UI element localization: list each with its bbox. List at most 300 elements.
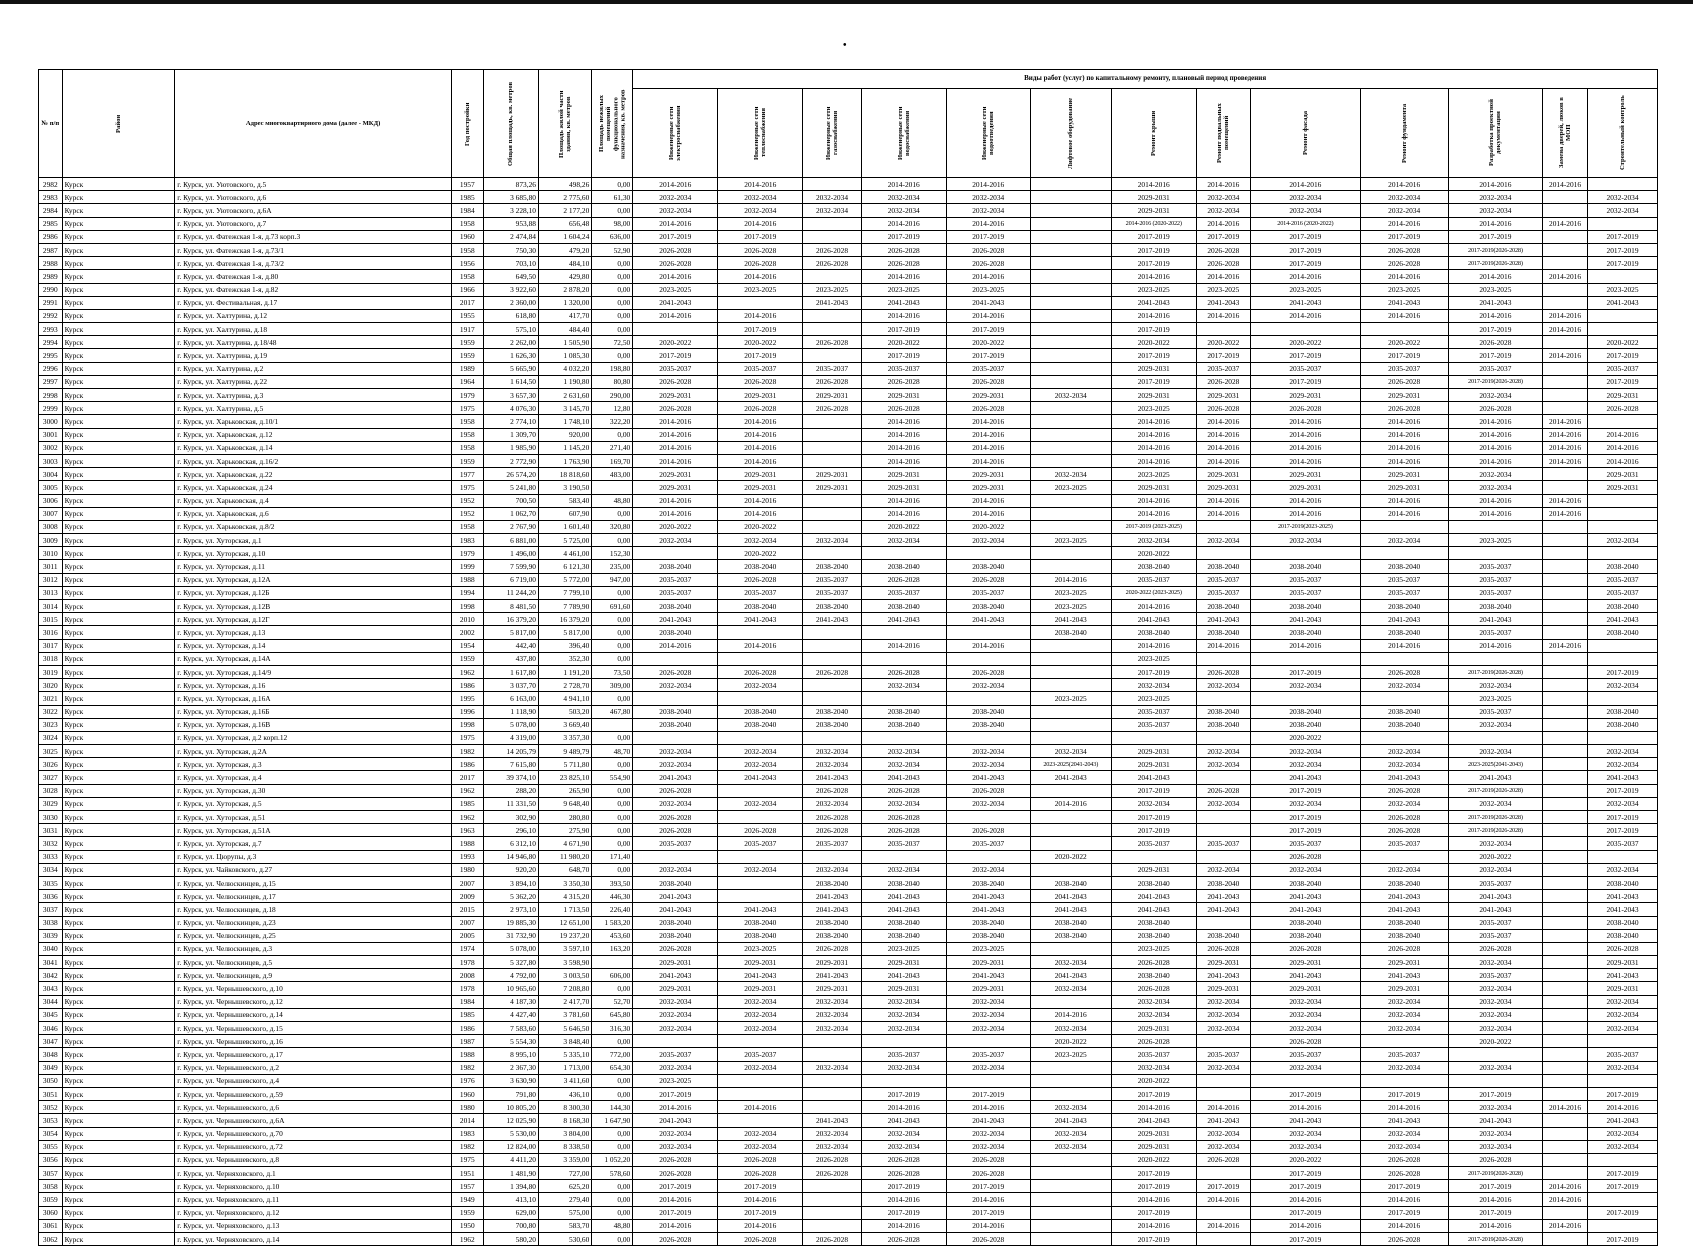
row-work-period: 2014-2016 bbox=[718, 494, 803, 507]
row-living-area: 575,00 bbox=[538, 1206, 591, 1219]
row-work-period: 2014-2016 bbox=[1251, 639, 1361, 652]
row-work-period: 2038-2040 bbox=[946, 876, 1030, 889]
row-work-period: 2032-2034 bbox=[1251, 1061, 1361, 1074]
row-work-period: 2038-2040 bbox=[861, 929, 946, 942]
row-work-period: 2017-2019 bbox=[1588, 824, 1658, 837]
row-work-period: 2014-2016 bbox=[1543, 309, 1588, 322]
row-work-period bbox=[1543, 296, 1588, 309]
row-work-period: 2017-2019 bbox=[861, 349, 946, 362]
row-work-period: 2038-2040 bbox=[1588, 929, 1658, 942]
row-year: 1982 bbox=[451, 1061, 483, 1074]
row-number: 3006 bbox=[39, 494, 63, 507]
row-total-area: 873,26 bbox=[483, 178, 538, 191]
row-work-period: 2032-2034 bbox=[1588, 995, 1658, 1008]
row-nonresidential-area: 0,00 bbox=[592, 626, 633, 639]
row-work-period: 2032-2034 bbox=[1196, 1061, 1250, 1074]
row-year: 1982 bbox=[451, 1140, 483, 1153]
row-number: 3020 bbox=[39, 679, 63, 692]
row-year: 1975 bbox=[451, 1153, 483, 1166]
row-work-period: 2032-2034 bbox=[946, 863, 1030, 876]
row-work-period: 2014-2016 bbox=[1111, 600, 1196, 613]
row-district: Курск bbox=[62, 243, 175, 256]
row-living-area: 479,20 bbox=[538, 243, 591, 256]
row-work-period: 2017-2019 bbox=[1448, 1206, 1542, 1219]
row-work-period: 2017-2019 bbox=[718, 323, 803, 336]
row-number: 2996 bbox=[39, 362, 63, 375]
row-living-area: 4 032,20 bbox=[538, 362, 591, 375]
row-district: Курск bbox=[62, 956, 175, 969]
header-address: Адрес многоквартирного дома (далее - МКД) bbox=[175, 70, 452, 178]
row-work-period: 2038-2040 bbox=[803, 600, 861, 613]
row-total-area: 575,10 bbox=[483, 323, 538, 336]
table-row bbox=[39, 560, 1658, 573]
row-number: 2982 bbox=[39, 178, 63, 191]
row-work-period: 2026-2028 bbox=[633, 243, 718, 256]
row-nonresidential-area: 72,50 bbox=[592, 336, 633, 349]
row-work-period: 2014-2016 bbox=[1543, 1193, 1588, 1206]
row-work-period: 2041-2043 bbox=[718, 613, 803, 626]
row-work-period: 2032-2034 bbox=[946, 679, 1030, 692]
row-work-period: 2032-2034 bbox=[803, 1061, 861, 1074]
row-total-area: 4 427,40 bbox=[483, 1008, 538, 1021]
row-number: 2995 bbox=[39, 349, 63, 362]
row-work-period: 2038-2040 bbox=[1111, 929, 1196, 942]
row-work-period: 2014-2016 bbox=[861, 428, 946, 441]
header-nonresidential-area: Площадь нежилых помещений функционального назначения, кв. метров bbox=[592, 70, 633, 178]
row-year: 2009 bbox=[451, 890, 483, 903]
row-number: 3019 bbox=[39, 665, 63, 678]
row-work-period: 2032-2034 bbox=[1588, 1127, 1658, 1140]
row-work-period: 2032-2034 bbox=[1360, 204, 1448, 217]
row-work-period bbox=[1543, 679, 1588, 692]
row-nonresidential-area: 169,70 bbox=[592, 454, 633, 467]
row-work-period: 2026-2028 bbox=[1448, 1153, 1542, 1166]
row-work-period: 2041-2043 bbox=[861, 771, 946, 784]
row-work-period: 2017-2019 bbox=[1251, 257, 1361, 270]
row-total-area: 649,50 bbox=[483, 270, 538, 283]
row-work-period: 2032-2034 bbox=[1588, 745, 1658, 758]
row-year: 1987 bbox=[451, 1035, 483, 1048]
row-year: 1985 bbox=[451, 191, 483, 204]
row-nonresidential-area: 0,00 bbox=[592, 1087, 633, 1100]
table-row bbox=[39, 257, 1658, 270]
row-work-period bbox=[1588, 1153, 1658, 1166]
row-district: Курск bbox=[62, 178, 175, 191]
row-work-period: 2017-2019(2026-2028) bbox=[1448, 257, 1542, 270]
row-nonresidential-area: 0,00 bbox=[592, 731, 633, 744]
row-work-period: 2035-2037 bbox=[1448, 573, 1542, 586]
row-work-period: 2017-2019 (2023-2025) bbox=[1111, 520, 1196, 533]
row-work-period: 2014-2016 bbox=[718, 415, 803, 428]
row-work-period: 2035-2037 bbox=[1448, 560, 1542, 573]
row-work-period: 2032-2034 bbox=[803, 1022, 861, 1035]
row-work-period: 2035-2037 bbox=[1251, 586, 1361, 599]
row-total-area: 1 496,00 bbox=[483, 547, 538, 560]
table-row bbox=[39, 1061, 1658, 1074]
row-work-period: 2041-2043 bbox=[1588, 296, 1658, 309]
row-work-period: 2023-2025 bbox=[1030, 534, 1111, 547]
row-work-period: 2041-2043 bbox=[1448, 613, 1542, 626]
row-work-period: 2032-2034 bbox=[1360, 758, 1448, 771]
row-work-period: 2032-2034 bbox=[718, 1061, 803, 1074]
row-work-period: 2026-2028 bbox=[633, 375, 718, 388]
row-work-period: 2041-2043 bbox=[1251, 613, 1361, 626]
row-district: Курск bbox=[62, 1008, 175, 1021]
row-address: г. Курск, ул. Хуторская, д.14А bbox=[175, 652, 452, 665]
row-work-period bbox=[861, 1035, 946, 1048]
row-address: г. Курск, ул. Чайковского, д.27 bbox=[175, 863, 452, 876]
row-address: г. Курск, ул. Цюрупы, д.3 bbox=[175, 850, 452, 863]
row-total-area: 2 774,10 bbox=[483, 415, 538, 428]
row-address: г. Курск, ул. Чернышевского, д.8 bbox=[175, 1153, 452, 1166]
row-work-period bbox=[1030, 1233, 1111, 1246]
row-work-period: 2032-2034 bbox=[633, 1008, 718, 1021]
row-work-period: 2035-2037 bbox=[803, 362, 861, 375]
row-work-period: 2017-2019 bbox=[1588, 243, 1658, 256]
row-work-period: 2014-2016 bbox=[1196, 1219, 1250, 1232]
row-year: 2007 bbox=[451, 916, 483, 929]
row-total-area: 5 078,00 bbox=[483, 718, 538, 731]
row-work-period: 2032-2034 bbox=[1448, 1022, 1542, 1035]
row-living-area: 498,26 bbox=[538, 178, 591, 191]
row-work-period: 2020-2022 bbox=[861, 520, 946, 533]
row-work-period bbox=[1543, 824, 1588, 837]
row-district: Курск bbox=[62, 811, 175, 824]
row-work-period: 2020-2022 bbox=[1251, 1153, 1361, 1166]
row-living-area: 1 601,40 bbox=[538, 520, 591, 533]
row-number: 3022 bbox=[39, 705, 63, 718]
row-work-period: 2014-2016 bbox=[1543, 1101, 1588, 1114]
row-nonresidential-area: 320,80 bbox=[592, 520, 633, 533]
row-work-period bbox=[1030, 402, 1111, 415]
row-work-period bbox=[1196, 850, 1250, 863]
row-work-period: 2032-2034 bbox=[1030, 745, 1111, 758]
row-work-period: 2026-2028 bbox=[946, 1233, 1030, 1246]
row-work-period: 2038-2040 bbox=[1251, 626, 1361, 639]
row-work-period: 2032-2034 bbox=[1251, 1127, 1361, 1140]
row-work-period bbox=[1196, 1035, 1250, 1048]
row-work-period: 2014-2016 bbox=[1111, 415, 1196, 428]
row-work-period: 2026-2028 bbox=[633, 811, 718, 824]
row-work-period: 2017-2019 bbox=[1111, 349, 1196, 362]
row-total-area: 413,10 bbox=[483, 1193, 538, 1206]
row-living-area: 265,90 bbox=[538, 784, 591, 797]
row-year: 1985 bbox=[451, 797, 483, 810]
row-living-area: 429,80 bbox=[538, 270, 591, 283]
row-number: 3047 bbox=[39, 1035, 63, 1048]
row-work-period: 2032-2034 bbox=[1448, 204, 1542, 217]
row-work-period: 2035-2037 bbox=[1196, 573, 1250, 586]
row-address: г. Курск, ул. Чернышевского, д.59 bbox=[175, 1087, 452, 1100]
row-work-period: 2014-2016 bbox=[1196, 454, 1250, 467]
row-work-period: 2014-2016 bbox=[1360, 1193, 1448, 1206]
row-work-period: 2029-2031 bbox=[1111, 758, 1196, 771]
row-work-period bbox=[1543, 626, 1588, 639]
row-work-period: 2026-2028 bbox=[946, 243, 1030, 256]
row-work-period: 2014-2016 bbox=[1588, 441, 1658, 454]
row-work-period: 2029-2031 bbox=[1111, 389, 1196, 402]
table-row bbox=[39, 547, 1658, 560]
row-address: г. Курск, ул. Харьковская, д.24 bbox=[175, 481, 452, 494]
row-work-period bbox=[718, 850, 803, 863]
row-work-period: 2029-2031 bbox=[1251, 982, 1361, 995]
row-district: Курск bbox=[62, 639, 175, 652]
row-work-period: 2026-2028 bbox=[861, 665, 946, 678]
row-work-period bbox=[1111, 731, 1196, 744]
table-row bbox=[39, 1233, 1658, 1246]
table-row bbox=[39, 876, 1658, 889]
row-work-period: 2032-2034 bbox=[861, 1127, 946, 1140]
row-work-period: 2041-2043 bbox=[1588, 613, 1658, 626]
row-work-period: 2014-2016 bbox=[633, 639, 718, 652]
row-total-area: 2 474,84 bbox=[483, 230, 538, 243]
row-work-period: 2014-2016 bbox=[1251, 507, 1361, 520]
header-total-area: Общая площадь, кв. метров bbox=[483, 70, 538, 178]
row-year: 2005 bbox=[451, 929, 483, 942]
row-work-period: 2014-2016 bbox=[1543, 494, 1588, 507]
row-work-period: 2017-2019 bbox=[1588, 375, 1658, 388]
row-work-period: 2014-2016 bbox=[1251, 441, 1361, 454]
row-work-period: 2032-2034 bbox=[1196, 204, 1250, 217]
row-work-period: 2014-2016 bbox=[946, 415, 1030, 428]
row-work-period bbox=[1030, 296, 1111, 309]
row-work-period: 2032-2034 bbox=[1030, 1022, 1111, 1035]
row-work-period: 2017-2019 bbox=[1111, 811, 1196, 824]
row-year: 1986 bbox=[451, 758, 483, 771]
row-number: 3036 bbox=[39, 890, 63, 903]
row-work-period bbox=[1196, 824, 1250, 837]
row-work-period bbox=[1543, 204, 1588, 217]
row-work-period: 2038-2040 bbox=[633, 626, 718, 639]
row-work-period: 2014-2016 bbox=[1111, 428, 1196, 441]
row-living-area: 6 121,30 bbox=[538, 560, 591, 573]
row-work-period bbox=[803, 1035, 861, 1048]
row-work-period bbox=[1543, 863, 1588, 876]
row-nonresidential-area: 1 052,20 bbox=[592, 1153, 633, 1166]
row-work-period bbox=[803, 1087, 861, 1100]
row-total-area: 14 205,79 bbox=[483, 745, 538, 758]
header-work-doors: Замена дверей, люков в МОП bbox=[1543, 89, 1588, 178]
row-work-period: 2032-2034 bbox=[1360, 191, 1448, 204]
row-work-period: 2041-2043 bbox=[1448, 890, 1542, 903]
row-work-period bbox=[1543, 837, 1588, 850]
row-number: 3058 bbox=[39, 1180, 63, 1193]
row-work-period: 2041-2043 bbox=[1030, 771, 1111, 784]
row-work-period: 2014-2016 bbox=[946, 428, 1030, 441]
header-work-roof: Ремонт крыши bbox=[1111, 89, 1196, 178]
row-district: Курск bbox=[62, 230, 175, 243]
row-living-area: 1 320,00 bbox=[538, 296, 591, 309]
row-address: г. Курск, ул. Хуторская, д.51А bbox=[175, 824, 452, 837]
row-living-area: 1 190,80 bbox=[538, 375, 591, 388]
row-district: Курск bbox=[62, 1048, 175, 1061]
row-work-period: 2038-2040 bbox=[1360, 626, 1448, 639]
row-work-period: 2026-2028 bbox=[803, 784, 861, 797]
row-district: Курск bbox=[62, 916, 175, 929]
row-work-period bbox=[861, 652, 946, 665]
row-work-period: 2029-2031 bbox=[946, 956, 1030, 969]
row-work-period: 2014-2016 bbox=[1360, 428, 1448, 441]
table-row bbox=[39, 1180, 1658, 1193]
row-nonresidential-area: 0,00 bbox=[592, 428, 633, 441]
row-number: 2993 bbox=[39, 323, 63, 336]
row-work-period: 2035-2037 bbox=[1251, 362, 1361, 375]
table-row bbox=[39, 863, 1658, 876]
row-work-period bbox=[1543, 811, 1588, 824]
row-work-period: 2026-2028 bbox=[633, 257, 718, 270]
row-work-period bbox=[1588, 323, 1658, 336]
row-work-period: 2026-2028 bbox=[1448, 942, 1542, 955]
row-address: г. Курск, ул. Халтурина, д.22 bbox=[175, 375, 452, 388]
row-work-period: 2032-2034 bbox=[803, 1140, 861, 1153]
row-work-period: 2038-2040 bbox=[1588, 705, 1658, 718]
row-work-period: 2026-2028 bbox=[1360, 811, 1448, 824]
row-total-area: 12 025,90 bbox=[483, 1114, 538, 1127]
row-work-period: 2026-2028 bbox=[718, 402, 803, 415]
row-work-period: 2017-2019 bbox=[1588, 349, 1658, 362]
row-work-period: 2029-2031 bbox=[1111, 191, 1196, 204]
row-work-period bbox=[946, 652, 1030, 665]
row-living-area: 4 941,10 bbox=[538, 692, 591, 705]
row-work-period: 2017-2019 bbox=[1251, 1233, 1361, 1246]
row-work-period: 2014-2016 bbox=[1196, 178, 1250, 191]
row-work-period: 2038-2040 bbox=[718, 705, 803, 718]
row-work-period: 2017-2019 bbox=[1251, 1180, 1361, 1193]
row-work-period: 2017-2019 bbox=[633, 349, 718, 362]
row-work-period: 2032-2034 bbox=[1196, 1022, 1250, 1035]
row-work-period: 2029-2031 bbox=[1360, 468, 1448, 481]
row-work-period: 2032-2034 bbox=[633, 1061, 718, 1074]
row-work-period: 2032-2034 bbox=[861, 797, 946, 810]
row-address: г. Курск, ул. Халтурина, д.18/48 bbox=[175, 336, 452, 349]
row-work-period: 2014-2016 bbox=[633, 178, 718, 191]
row-work-period: 2017-2019 bbox=[1448, 230, 1542, 243]
table-row bbox=[39, 705, 1658, 718]
row-work-period: 2017-2019 bbox=[1196, 230, 1250, 243]
row-work-period bbox=[1360, 692, 1448, 705]
row-work-period: 2038-2040 bbox=[946, 916, 1030, 929]
row-work-period bbox=[1030, 336, 1111, 349]
row-living-area: 3 804,00 bbox=[538, 1127, 591, 1140]
row-living-area: 5 772,00 bbox=[538, 573, 591, 586]
row-living-area: 648,70 bbox=[538, 863, 591, 876]
row-district: Курск bbox=[62, 824, 175, 837]
row-work-period: 2026-2028 bbox=[861, 784, 946, 797]
row-work-period: 2017-2019 bbox=[1111, 230, 1196, 243]
row-work-period: 2017-2019 bbox=[1111, 824, 1196, 837]
row-work-period: 2017-2019 bbox=[633, 1087, 718, 1100]
row-number: 3008 bbox=[39, 520, 63, 533]
row-work-period: 2041-2043 bbox=[946, 890, 1030, 903]
row-living-area: 8 300,30 bbox=[538, 1101, 591, 1114]
row-address: г. Курск, ул. Черняховского, д.10 bbox=[175, 1180, 452, 1193]
row-address: г. Курск, ул. Фатежская 1-я, д.82 bbox=[175, 283, 452, 296]
row-address: г. Курск, ул. Халтурина, д.12 bbox=[175, 309, 452, 322]
table-row bbox=[39, 956, 1658, 969]
row-living-area: 3 597,10 bbox=[538, 942, 591, 955]
row-year: 1979 bbox=[451, 547, 483, 560]
row-district: Курск bbox=[62, 692, 175, 705]
row-work-period: 2032-2034 bbox=[1360, 995, 1448, 1008]
row-work-period: 2014-2016 bbox=[861, 454, 946, 467]
row-number: 3041 bbox=[39, 956, 63, 969]
row-year: 1994 bbox=[451, 586, 483, 599]
row-address: г. Курск, ул. Уютовского, д.6А bbox=[175, 204, 452, 217]
row-work-period: 2038-2040 bbox=[803, 916, 861, 929]
row-work-period: 2017-2019 bbox=[1360, 1180, 1448, 1193]
row-work-period: 2029-2031 bbox=[1251, 956, 1361, 969]
row-work-period: 2029-2031 bbox=[803, 468, 861, 481]
row-district: Курск bbox=[62, 494, 175, 507]
row-work-period bbox=[1543, 1022, 1588, 1035]
row-number: 3028 bbox=[39, 784, 63, 797]
row-address: г. Курск, ул. Хуторская, д.10 bbox=[175, 547, 452, 560]
row-work-period bbox=[1543, 1206, 1588, 1219]
row-nonresidential-area: 483,00 bbox=[592, 468, 633, 481]
row-work-period: 2017-2019 bbox=[861, 1180, 946, 1193]
table-row bbox=[39, 1035, 1658, 1048]
header-work-water: Инженерные сети водоснабжения bbox=[861, 89, 946, 178]
row-work-period: 2014-2016 bbox=[1111, 639, 1196, 652]
row-number: 3060 bbox=[39, 1206, 63, 1219]
row-nonresidential-area: 0,00 bbox=[592, 639, 633, 652]
row-work-period bbox=[1588, 639, 1658, 652]
row-total-area: 5 530,00 bbox=[483, 1127, 538, 1140]
row-work-period: 2035-2037 bbox=[803, 573, 861, 586]
row-number: 2997 bbox=[39, 375, 63, 388]
row-work-period: 2017-2019 bbox=[1251, 811, 1361, 824]
row-work-period: 2038-2040 bbox=[1251, 600, 1361, 613]
row-work-period bbox=[803, 415, 861, 428]
row-work-period: 2038-2040 bbox=[633, 916, 718, 929]
row-total-area: 2 772,90 bbox=[483, 454, 538, 467]
row-district: Курск bbox=[62, 257, 175, 270]
row-work-period: 2014-2016 bbox=[1196, 507, 1250, 520]
row-district: Курск bbox=[62, 982, 175, 995]
row-work-period: 2041-2043 bbox=[1448, 903, 1542, 916]
row-work-period: 2014-2016 bbox=[946, 494, 1030, 507]
row-nonresidential-area bbox=[592, 481, 633, 494]
row-work-period: 2029-2031 bbox=[1588, 481, 1658, 494]
row-living-area: 16 379,20 bbox=[538, 613, 591, 626]
table-row bbox=[39, 1008, 1658, 1021]
row-work-period bbox=[1543, 942, 1588, 955]
row-work-period: 2038-2040 bbox=[1030, 916, 1111, 929]
row-work-period: 2029-2031 bbox=[1251, 468, 1361, 481]
row-work-period: 2014-2016 bbox=[1196, 494, 1250, 507]
row-work-period bbox=[1543, 705, 1588, 718]
row-work-period bbox=[1543, 573, 1588, 586]
row-work-period: 2017-2019 bbox=[1111, 323, 1196, 336]
row-work-period: 2026-2028 bbox=[718, 1233, 803, 1246]
row-work-period bbox=[1543, 1087, 1588, 1100]
row-district: Курск bbox=[62, 375, 175, 388]
row-work-period: 2041-2043 bbox=[803, 969, 861, 982]
row-work-period: 2032-2034 bbox=[1448, 1101, 1542, 1114]
row-work-period bbox=[946, 850, 1030, 863]
row-work-period bbox=[803, 178, 861, 191]
row-nonresidential-area: 0,00 bbox=[592, 1193, 633, 1206]
row-work-period: 2014-2016 bbox=[1360, 507, 1448, 520]
row-number: 3012 bbox=[39, 573, 63, 586]
row-number: 3035 bbox=[39, 876, 63, 889]
row-work-period bbox=[1030, 323, 1111, 336]
row-living-area: 279,40 bbox=[538, 1193, 591, 1206]
row-number: 3018 bbox=[39, 652, 63, 665]
row-year: 1955 bbox=[451, 309, 483, 322]
row-nonresidential-area: 0,00 bbox=[592, 586, 633, 599]
row-work-period: 2029-2031 bbox=[803, 982, 861, 995]
